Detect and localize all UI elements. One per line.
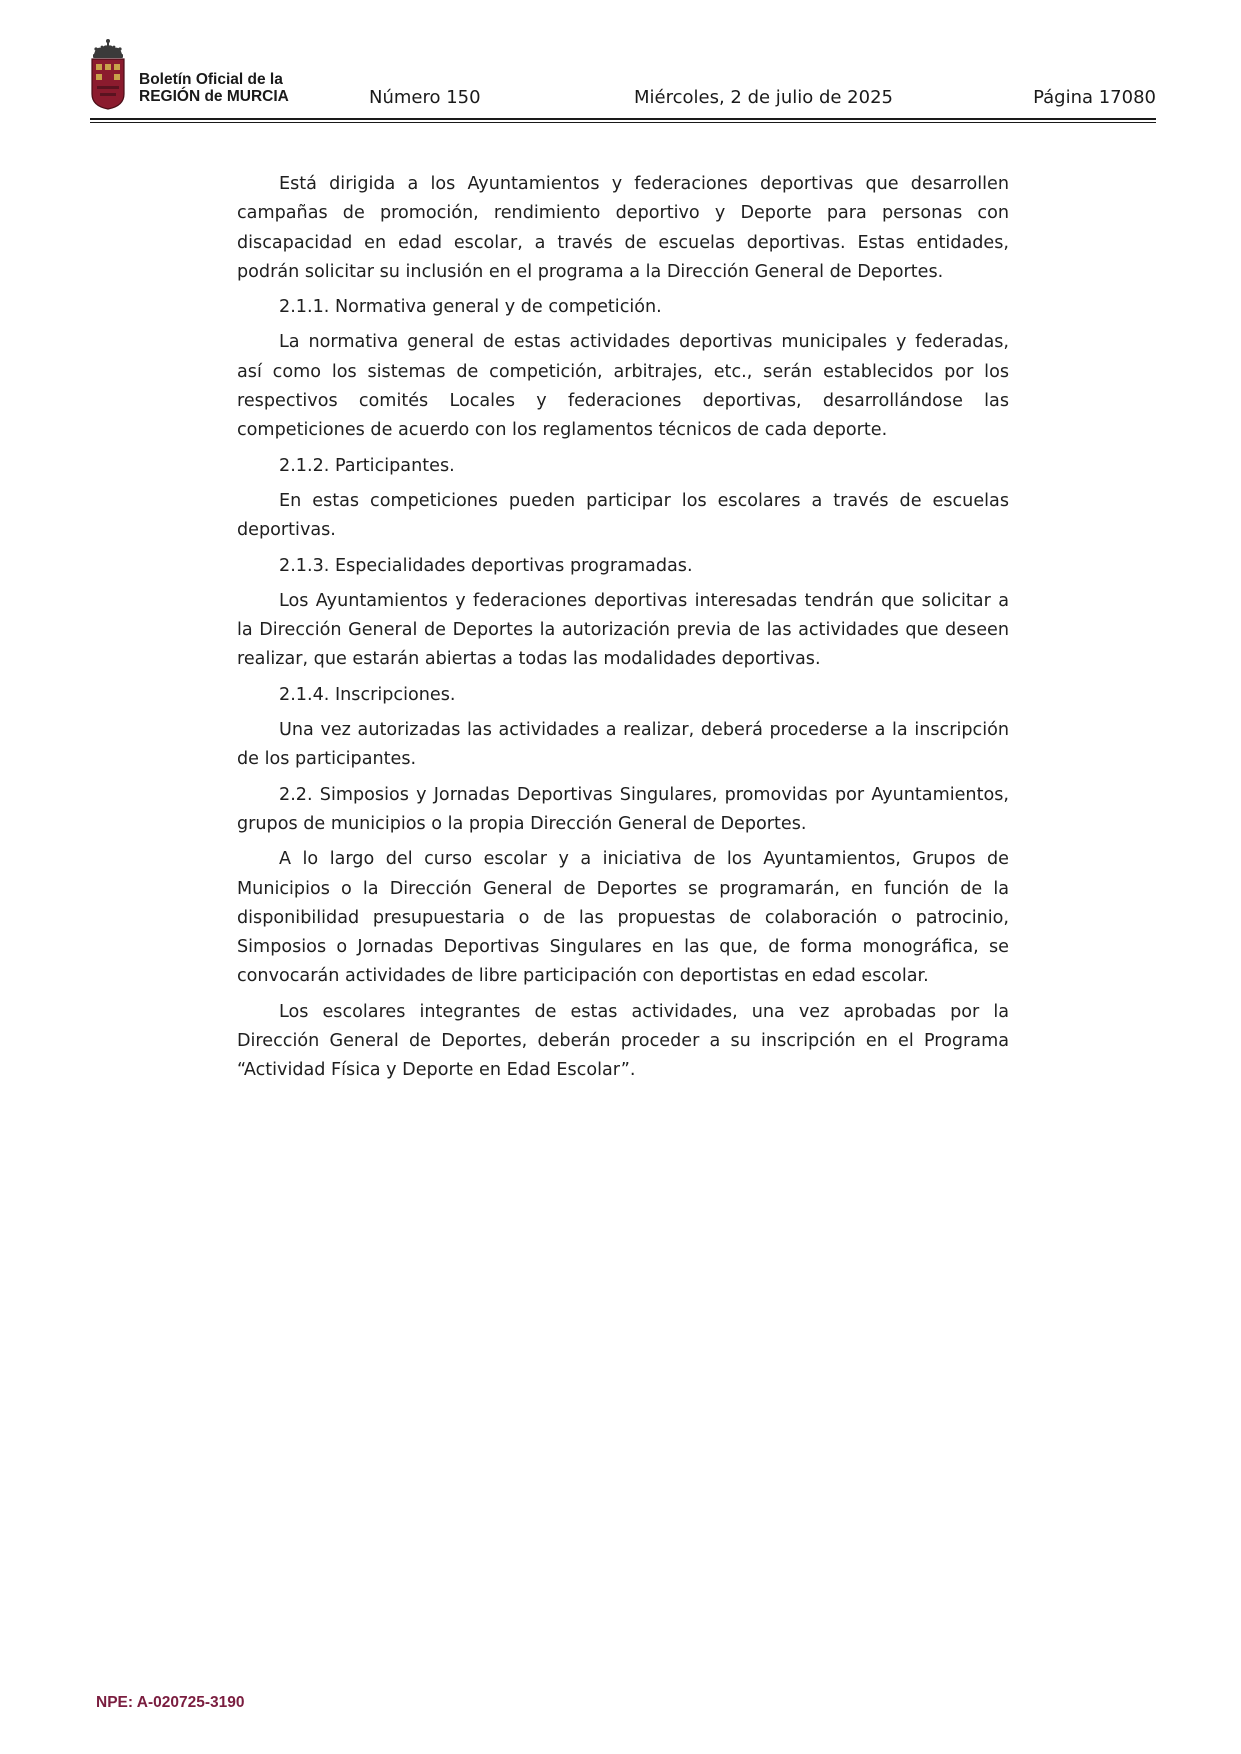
brand-line-1: Boletín Oficial de la [139, 71, 283, 88]
paragraph: A lo largo del curso escolar y a iniciativa de los Ayuntamientos, Grupos de Municipios o la Dirección General de Deportes se programarán, en función de la disponibilidad presupuestaria o de las propuestas de colaboración o patrocinio, Simposios o Jornadas Deportivas Singulares en las que, de forma monográfica, se convocarán actividades de libre participación con deportistas en edad escolar. [237, 849, 1009, 987]
npe-code: NPE: A-020725-3190 [96, 1694, 245, 1711]
section-heading-2-2: 2.2. Simposios y Jornadas Deportivas Singulares, promovidas por Ayuntamientos, grupos de municipios o la propia Dirección General de Deportes. [237, 784, 1009, 834]
section-heading-2-1-3: 2.1.3. Especialidades deportivas programadas. [279, 555, 693, 576]
paragraph: Los escolares integrantes de estas actividades, una vez aprobadas por la Dirección General de Deportes, deberán proceder a su inscripción en el Programa “Actividad Física y Deporte en Edad Escolar”. [237, 1001, 1009, 1081]
section-heading-2-1-4: 2.1.4. Inscripciones. [279, 684, 456, 705]
paragraph: La normativa general de estas actividades deportivas municipales y federadas, así como los sistemas de competición, arbitrajes, etc., serán establecidos por los respectivos comités Locales y federaciones deportivas, desarrollándose las competiciones de acuerdo con los reglamentos técnicos de cada deporte. [237, 332, 1009, 441]
paragraph: Una vez autorizadas las actividades a realizar, deberá procederse a la inscripción de los participantes. [237, 720, 1009, 770]
header-rule-thick [90, 118, 1156, 120]
paragraph: Está dirigida a los Ayuntamientos y federaciones deportivas que desarrollen campañas de promoción, rendimiento deportivo y Deporte para personas con discapacidad en edad escolar, a través de escuelas deportivas. Estas entidades, podrán solicitar su inclusión en el programa a la Dirección General de Deportes. [237, 174, 1009, 282]
issue-date: Miércoles, 2 de julio de 2025 [634, 87, 893, 108]
document-body [237, 170, 1009, 1092]
region-crest-icon [90, 38, 126, 110]
page-header [90, 38, 1156, 124]
section-heading-2-1-2: 2.1.2. Participantes. [279, 455, 455, 476]
header-rule-thin [90, 122, 1156, 123]
brand-line-2: REGIÓN de MURCIA [139, 88, 289, 105]
paragraph: En estas competiciones pueden participar los escolares a través de escuelas deportivas. [237, 490, 1009, 541]
section-heading-2-1-1: 2.1.1. Normativa general y de competición. [279, 297, 662, 318]
page-number: Página 17080 [1033, 87, 1156, 108]
issue-number: Número 150 [369, 87, 481, 108]
bulletin-brand [139, 71, 289, 105]
paragraph: Los Ayuntamientos y federaciones deportivas interesadas tendrán que solicitar a la Dirección General de Deportes la autorización previa de las actividades que deseen realizar, que estarán abiertas a todas las modalidades deportivas. [237, 590, 1009, 670]
